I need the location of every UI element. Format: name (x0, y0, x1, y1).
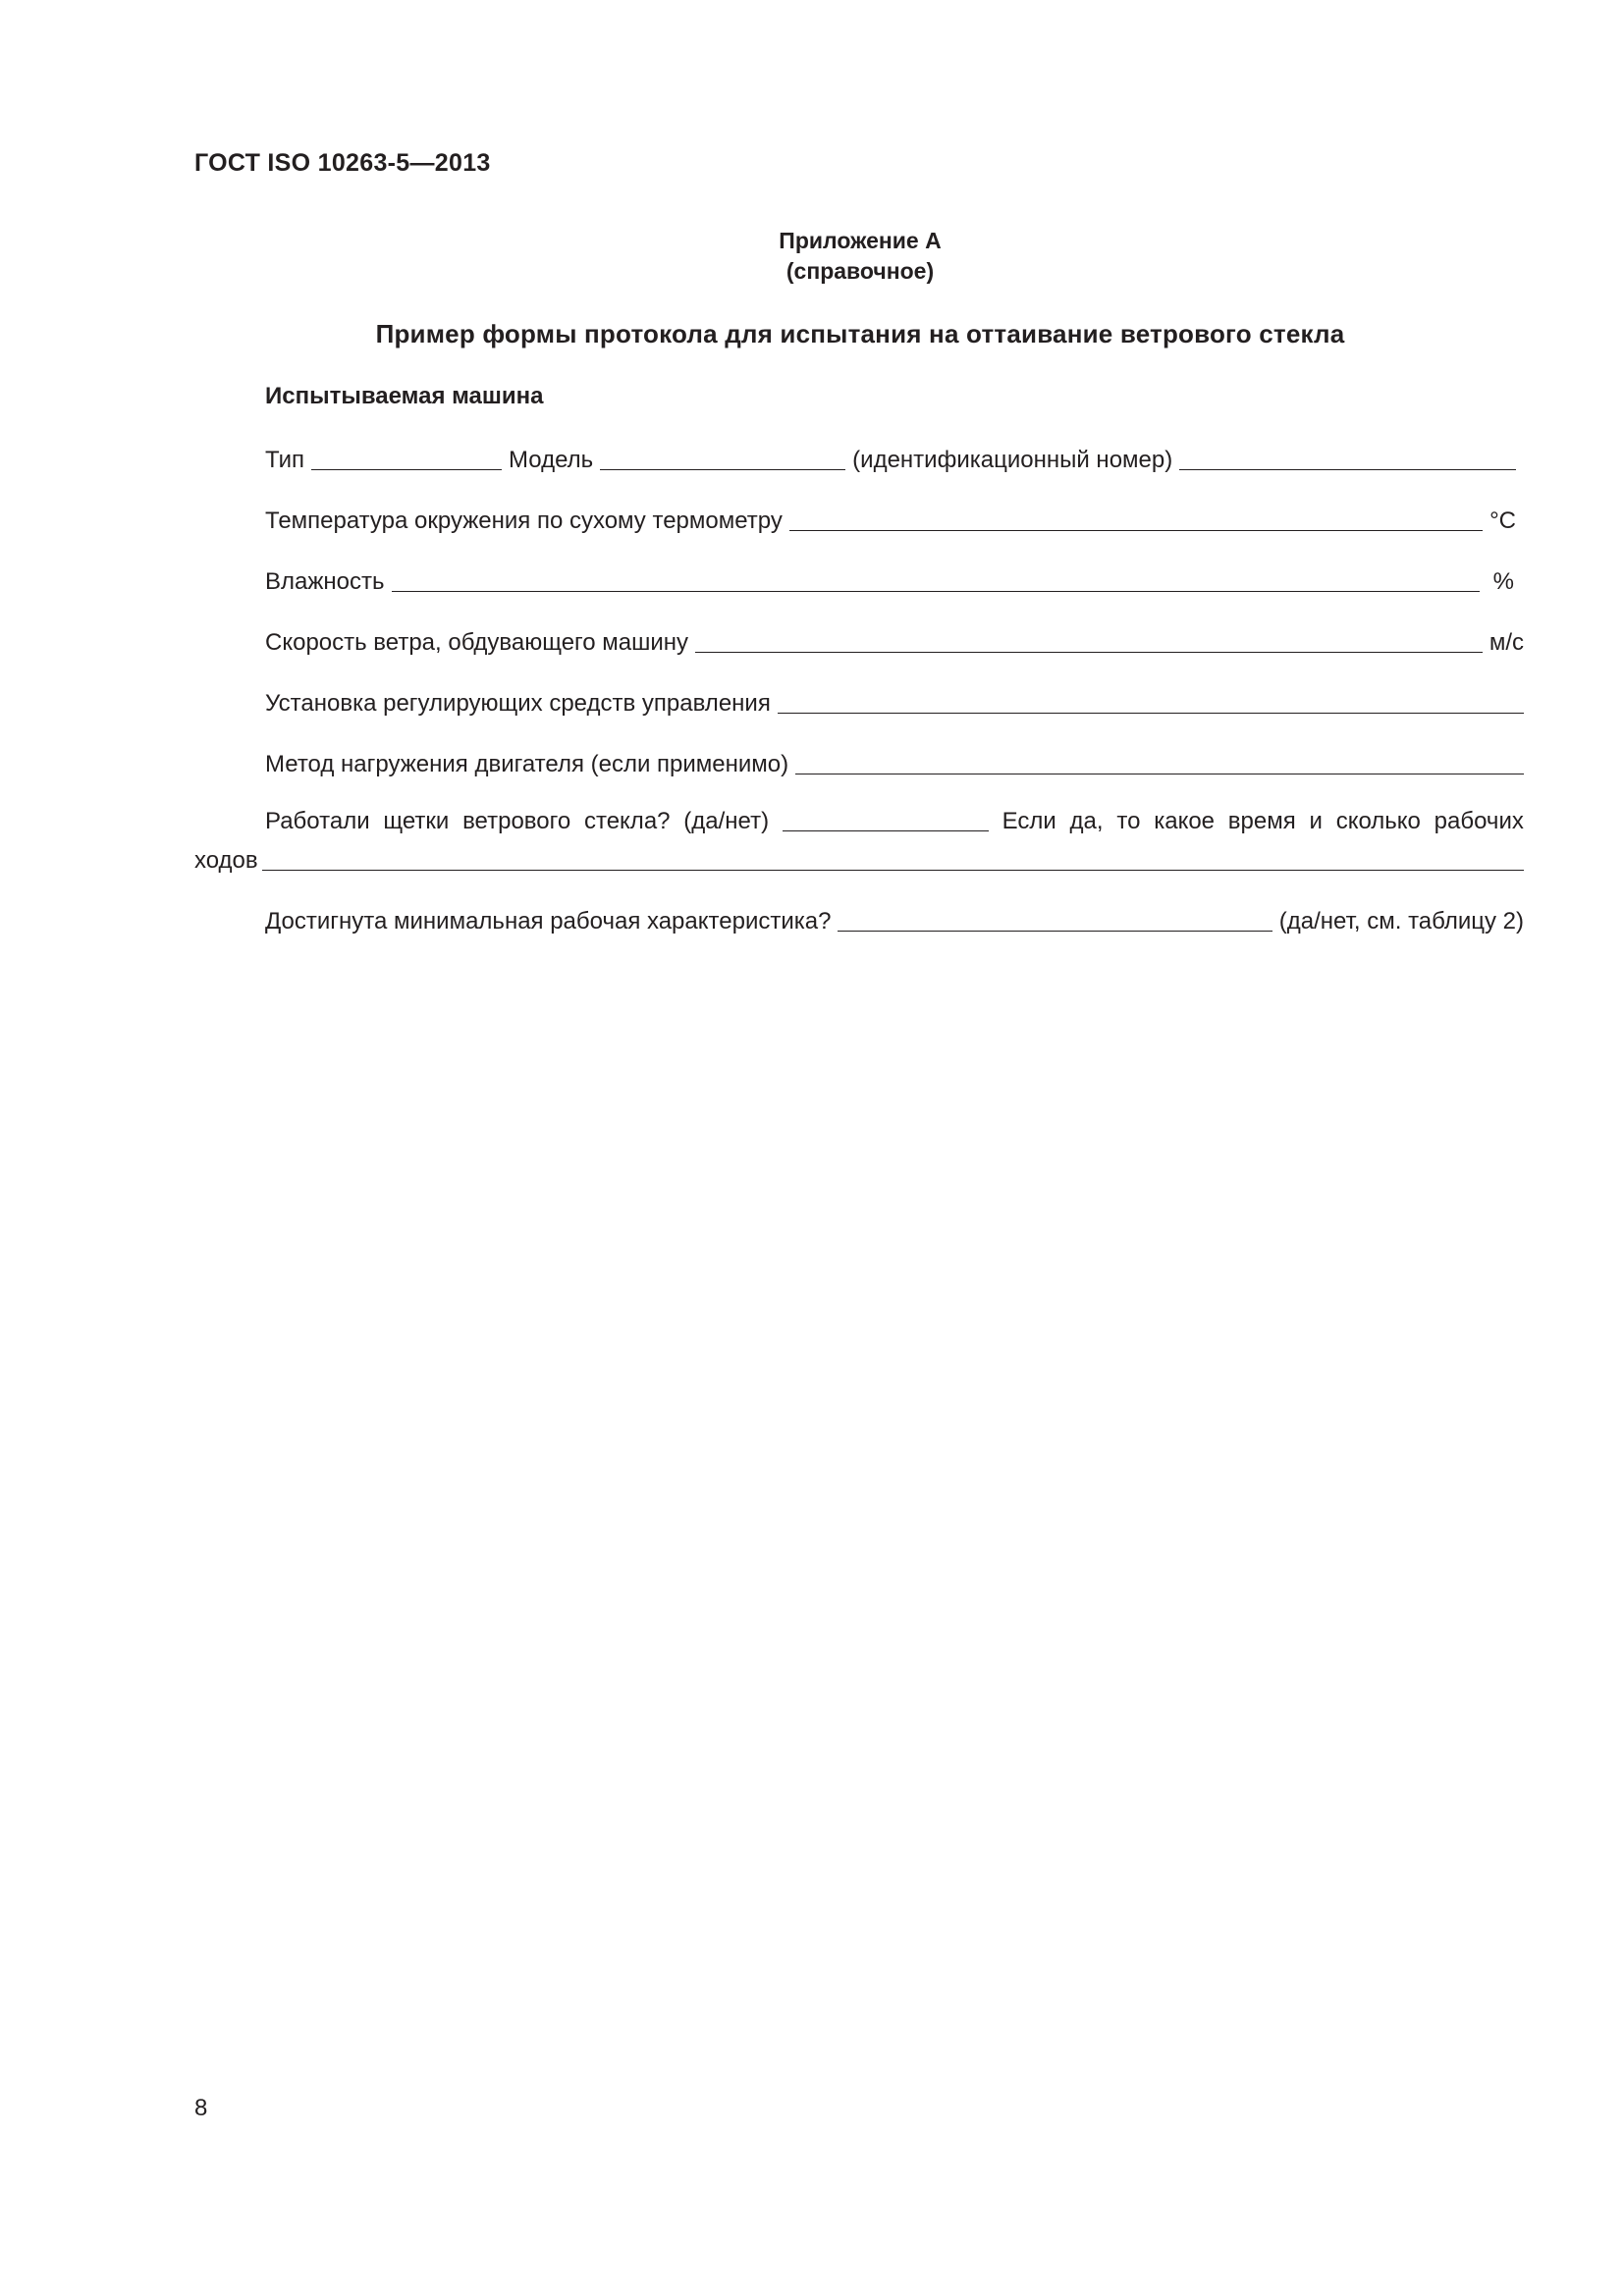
form-title: Пример формы протокола для испытания на оттаивание ветрового стекла (375, 319, 1345, 348)
wind-row (265, 626, 1524, 657)
min-performance-row (265, 905, 1524, 935)
controls-field[interactable] (778, 690, 1524, 714)
wipers-word: ветрового (462, 807, 571, 834)
temperature-label: Температура окружения по сухому термометру (265, 507, 783, 534)
humidity-row (265, 565, 1514, 596)
annex-subtitle: (справочное) (785, 258, 935, 284)
strokes-field[interactable] (262, 847, 1524, 871)
wind-unit: м/с (1489, 628, 1524, 656)
wipers-if-word: сколько (1335, 807, 1421, 834)
type-label: Тип (265, 446, 305, 473)
humidity-field[interactable] (392, 568, 1480, 592)
wipers-word: (да/нет) (683, 807, 770, 834)
id-number-label: (идентификационный номер) (852, 446, 1173, 473)
wipers-word: стекла? (583, 807, 671, 834)
section-heading: Испытываемая машина (265, 383, 544, 409)
strokes-row (194, 844, 1524, 875)
type-field[interactable] (311, 447, 502, 470)
wipers-if-word: то (1116, 807, 1141, 834)
engine-load-row (265, 748, 1524, 778)
min-performance-label: Достигнута минимальная рабочая характеристика? (265, 907, 832, 934)
wipers-if-word: время (1227, 807, 1296, 834)
controls-row (265, 687, 1524, 718)
wipers-row (265, 805, 1524, 835)
temperature-field[interactable] (789, 507, 1483, 531)
wipers-if-word: какое (1154, 807, 1216, 834)
engine-load-label: Метод нагружения двигателя (если применимо) (265, 750, 789, 777)
temperature-unit: °С (1489, 507, 1516, 534)
wipers-word: щетки (383, 807, 450, 834)
model-field[interactable] (600, 447, 845, 470)
document-header: ГОСТ ISO 10263-5—2013 (194, 149, 491, 177)
humidity-label: Влажность (265, 567, 385, 595)
wind-label: Скорость ветра, обдувающего машину (265, 628, 689, 656)
wipers-if-word: Если (1001, 807, 1056, 834)
annex-title: Приложение А (779, 228, 942, 253)
id-number-field[interactable] (1179, 447, 1516, 470)
machine-id-row (265, 444, 1516, 474)
strokes-label: ходов (194, 846, 258, 874)
controls-label: Установка регулирующих средств управления (265, 689, 771, 717)
min-performance-suffix: (да/нет, см. таблицу 2) (1278, 907, 1524, 934)
engine-load-field[interactable] (795, 751, 1524, 774)
wind-field[interactable] (695, 629, 1483, 653)
humidity-unit: % (1492, 567, 1514, 595)
wipers-if-word: рабочих (1434, 807, 1524, 834)
wipers-field[interactable] (783, 808, 989, 831)
min-performance-field[interactable] (838, 908, 1272, 932)
wipers-if-word: и (1309, 807, 1323, 834)
page-number: 8 (194, 2095, 208, 2121)
temperature-row (265, 505, 1516, 535)
wipers-if-word: да, (1069, 807, 1104, 834)
wipers-word: Работали (265, 807, 370, 834)
model-label: Модель (509, 446, 594, 473)
